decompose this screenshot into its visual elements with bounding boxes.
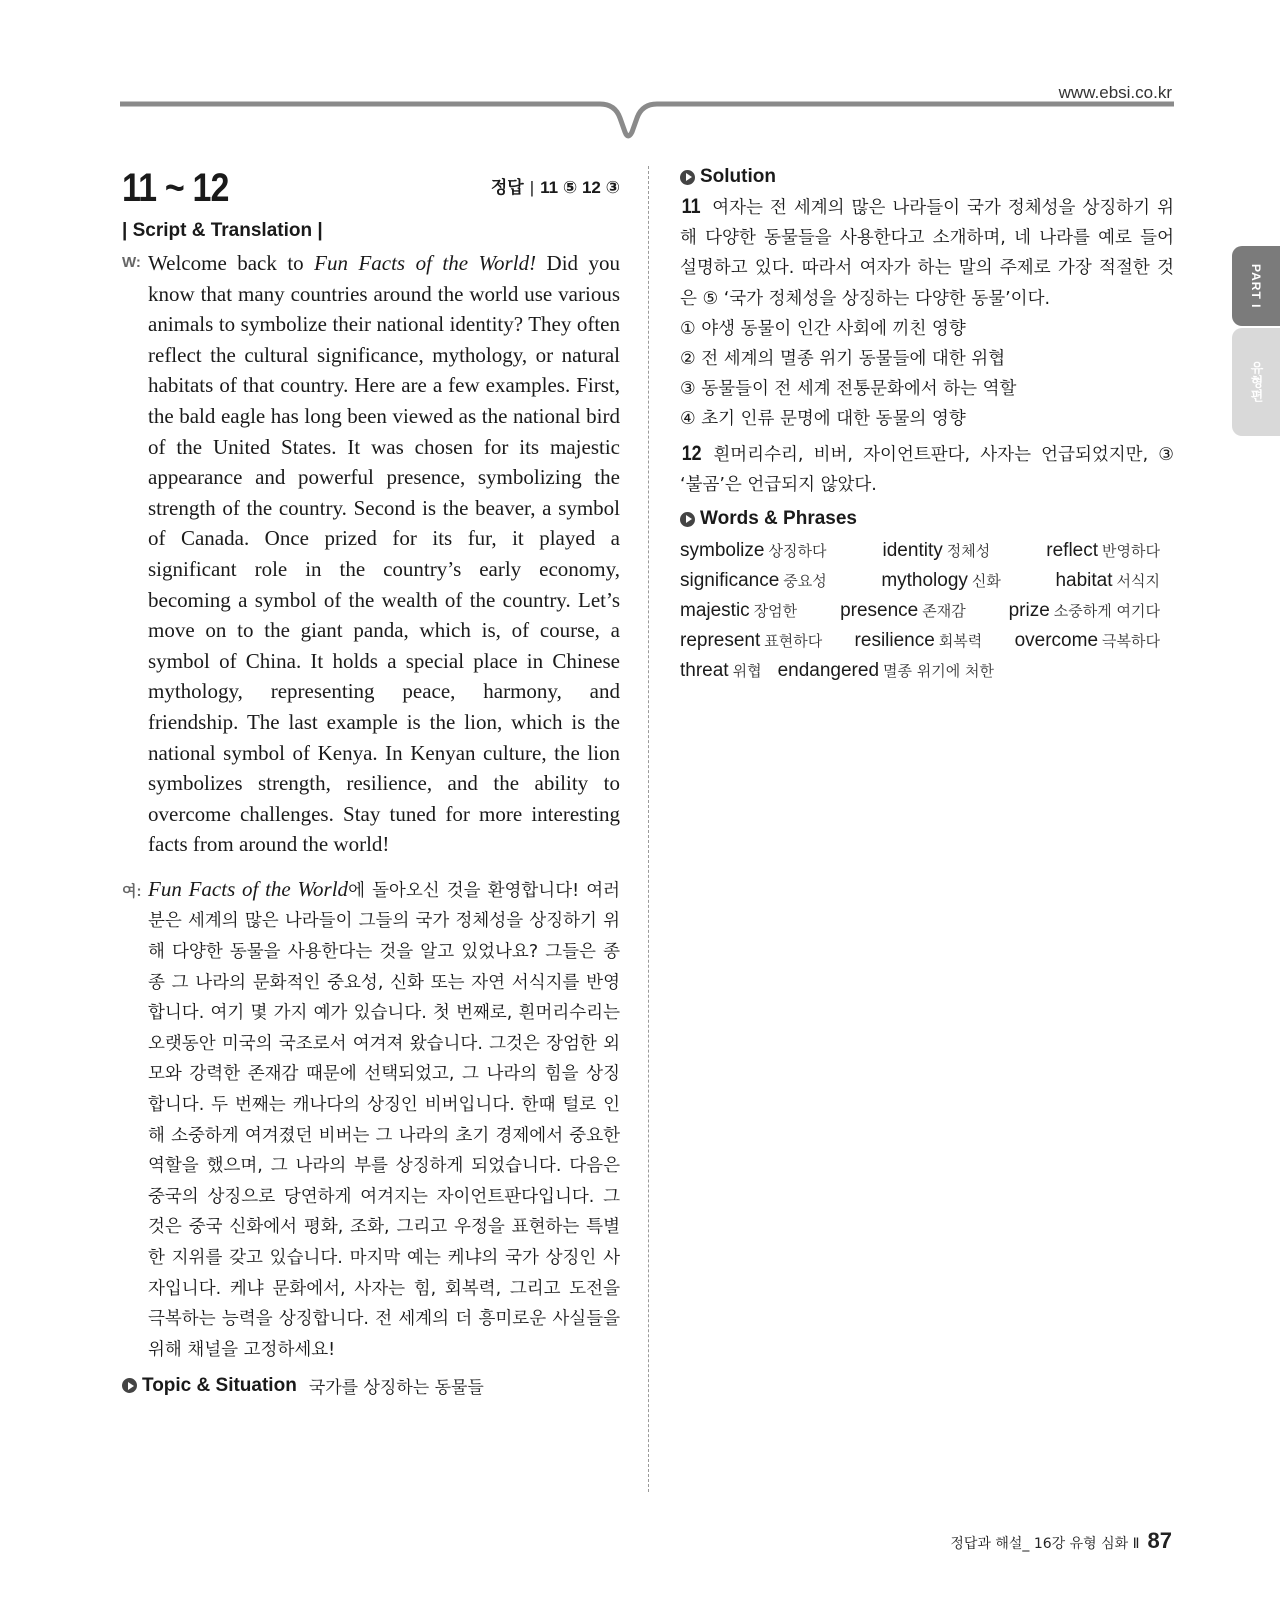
word-item: reflect 반영하다 <box>1046 540 1160 562</box>
question-number: 11 ~ 12 <box>122 166 229 210</box>
header-rule <box>120 96 1174 146</box>
word-item: resilience 회복력 <box>854 630 983 652</box>
word-row <box>680 626 1160 656</box>
solution-11-text: 여자는 전 세계의 많은 나라들이 국가 정체성을 상징하기 위해 다양한 동물들을 사용한다고 소개하며, 네 나라를 예로 들어 설명하고 있다. 따라서 여자가 하는 말의 주제로 가장 적절한 것은 ⑤ ‘국가 정체성을 상징하는 다양한 동물’이다. <box>680 198 1174 309</box>
word-item: symbolize 상징하다 <box>680 540 827 562</box>
word-item: endangered 멸종 위기에 처한 <box>777 660 994 682</box>
script-korean <box>122 874 620 1366</box>
option-2: ② 전 세계의 멸종 위기 동물들에 대한 위협 <box>680 349 1006 370</box>
speaker-label: W: <box>122 254 141 271</box>
topic-value: 국가를 상징하는 동물들 <box>308 1378 484 1399</box>
word-item: threat 위협 <box>680 660 762 682</box>
page-number: 87 <box>1147 1528 1172 1553</box>
answer-value: 11 ⑤ 12 ③ <box>540 178 620 197</box>
word-item: presence 존재감 <box>840 600 966 622</box>
footer-text: 정답과 해설_ 16강 유형 심화 Ⅱ <box>950 1536 1140 1552</box>
program-title-ko: Fun Facts of the World <box>148 876 349 901</box>
word-row <box>680 596 1160 626</box>
solution-12-number: 12 <box>681 441 702 465</box>
tab-type[interactable] <box>1232 328 1280 436</box>
play-arrow-icon <box>122 1378 137 1393</box>
solution-label: Solution <box>700 166 776 187</box>
word-item: overcome 극복하다 <box>1014 630 1160 652</box>
program-title: Fun Facts of the World! <box>314 251 537 275</box>
words-heading <box>680 508 1174 530</box>
word-row <box>680 566 1160 596</box>
answer-key <box>491 173 620 198</box>
solution-11-number: 11 <box>681 195 701 218</box>
word-item: habitat 서식지 <box>1055 570 1160 592</box>
question-header <box>122 168 620 208</box>
topic-label: Topic & Situation <box>142 1374 297 1396</box>
word-row <box>680 536 1160 566</box>
word-item: represent 표현하다 <box>680 630 823 652</box>
script-english-text: Welcome back to Fun Facts of the World! Did you know that many countries around the world use various animals to symbolize their national identity? They often reflect the cultural significance, mythology, or natural habitats of that country. Here are a few examples. First, the bald eagle has long been viewed as the national bird of the United States. It was chosen for its majestic appearance and powerful presence, symbolizing the strength of the country. Second is the beaver, a symbol of Canada. Once prized for its fur, it played a significant role in the country’s early economy, becoming a symbol of the wealth of the country. Let’s move on to the giant panda, which is, of course, a symbol of China. It holds a special place in Chinese mythology, representing peace, harmony, and friendship. The last example is the lion, which is the national symbol of Kenya. In Kenyan culture, the lion symbolizes strength, resilience, and the ability to overcome challenges. Stay tuned for more interesting facts from around the world! <box>148 251 620 857</box>
script-label: | Script & Translation | <box>122 220 323 241</box>
page-footer <box>950 1528 1172 1554</box>
word-item: mythology 신화 <box>881 570 1001 592</box>
tab-part-label: PART I <box>1249 263 1263 309</box>
word-row <box>680 656 1160 686</box>
solution-11 <box>680 192 1174 314</box>
tab-type-label: 유형편 <box>1248 361 1264 403</box>
side-tabs <box>1232 246 1280 436</box>
topic-situation <box>122 1373 620 1398</box>
left-column <box>122 168 620 1398</box>
word-item: majestic 장엄한 <box>680 600 798 622</box>
speaker-label-ko: 여: <box>122 882 142 900</box>
right-column <box>680 166 1174 686</box>
solution-heading <box>680 166 1174 188</box>
play-arrow-icon <box>680 512 695 527</box>
tab-part[interactable] <box>1232 246 1280 326</box>
option-1: ① 야생 동물이 인간 사회에 끼친 영향 <box>680 318 966 339</box>
play-arrow-icon <box>680 170 695 185</box>
solution-12 <box>680 439 1174 500</box>
answer-separator: | <box>529 178 535 197</box>
column-divider <box>648 166 649 1492</box>
answer-label: 정답 <box>490 178 524 197</box>
word-list <box>680 536 1174 686</box>
word-item: prize 소중하게 여기다 <box>1008 600 1160 622</box>
words-label: Words & Phrases <box>700 508 857 530</box>
option-3: ③ 동물들이 전 세계 전통문화에서 하는 역할 <box>680 379 1017 400</box>
solution-12-text: 흰머리수리, 비버, 자이언트판다, 사자는 언급되었지만, ③ ‘불곰’은 언급되지 않았다. <box>680 444 1174 495</box>
script-english <box>122 248 620 860</box>
word-item: significance 중요성 <box>680 570 827 592</box>
word-item: identity 정체성 <box>882 540 991 562</box>
option-4: ④ 초기 인류 문명에 대한 동물의 영향 <box>680 409 966 430</box>
script-korean-text: Fun Facts of the World에 돌아오신 것을 환영합니다! 여러분은 세계의 많은 나라들이 그들의 국가 정체성을 상징하기 위해 다양한 동물을 사용한다는 것을 알고 있었나요? 그들은 종종 그 나라의 문화적인 중요성, 신화 또는 자연 서식지를 반영합니다. 여기 몇 가지 예가 있습니다. 첫 번째로, 흰머리수리는 오랫동안 미국의 국조로서 여겨져 왔습니다. 그것은 장엄한 외모와 강력한 존재감 때문에 선택되었고, 그 나라의 힘을 상징합니다. 두 번째는 캐나다의 상징인 비버입니다. 한때 털로 인해 소중하게 여겨졌던 비버는 그 나라의 초기 경제에서 중요한 역할을 했으며, 그 나라의 부를 상징하게 되었습니다. 다음은 중국의 상징으로 당연하게 여겨지는 자이언트판다입니다. 그것은 중국 신화에서 평화, 조화, 그리고 우정을 표현하는 특별한 지위를 갖고 있습니다. 마지막 예는 케냐의 국가 상징인 사자입니다. 케냐 문화에서, 사자는 힘, 회복력, 그리고 도전을 극복하는 능력을 상징합니다. 전 세계의 더 흥미로운 사실들을 위해 채널을 고정하세요! <box>148 876 621 1360</box>
site-url: www.ebsi.co.kr <box>1058 83 1172 102</box>
